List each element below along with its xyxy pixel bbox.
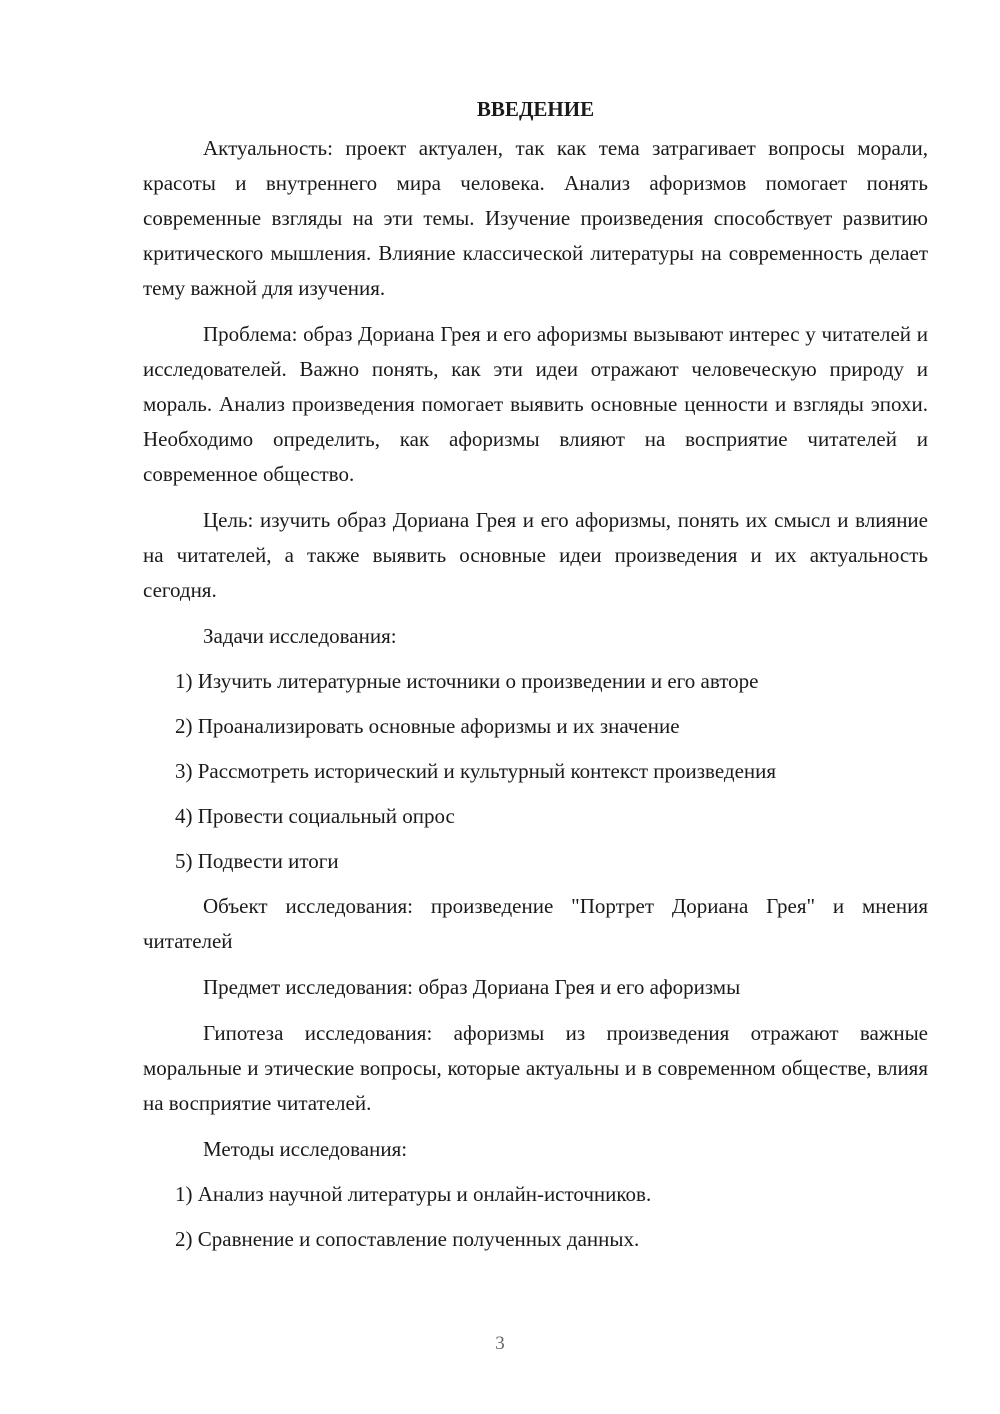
tasks-list [143,664,928,879]
list-item: 5) Подвести итоги [175,849,339,873]
paragraph-hypothesis: Гипотеза исследования: афоризмы из произведения отражают важные моральные и этические вопросы, которые актуальны и в современном обществе, влияя на восприятие читателей. [143,1021,928,1115]
list-item: 2) Сравнение и сопоставление полученных данных. [175,1227,640,1251]
list-item: 3) Рассмотреть исторический и культурный контекст произведения [175,759,777,783]
document-page [143,92,928,1267]
methods-heading: Методы исследования: [203,1137,408,1161]
paragraph-problem: Проблема: образ Дориана Грея и его афоризмы вызывают интерес у читателей и исследователей. Важно понять, как эти идеи отражают человеческую природу и мораль. Анализ произведения помогает выявить основные ценности и взгляды эпохи. Необходимо определить, как афоризмы влияют на восприятие читателей и современное общество. [143,322,928,486]
tasks-heading: Задачи исследования: [203,624,397,648]
paragraph-subject: Предмет исследования: образ Дориана Грея и его афоризмы [203,975,741,999]
paragraph-goal: Цель: изучить образ Дориана Грея и его афоризмы, понять их смысл и влияние на читателей, а также выявить основные идеи произведения и их актуальность сегодня. [143,508,928,602]
page-number: 3 [495,1333,505,1354]
paragraph-relevance: Актуальность: проект актуален, так как тема затрагивает вопросы морали, красоты и внутреннего мира человека. Анализ афоризмов помогает понять современные взгляды на эти темы. Изучение произведения способствует развитию критического мышления. Влияние классической литературы на современность делает тему важной для изучения. [143,136,928,300]
methods-list [143,1177,928,1257]
list-item: 1) Изучить литературные источники о произведении и его авторе [175,669,759,693]
list-item: 2) Проанализировать основные афоризмы и их значение [175,714,680,738]
section-title: ВВЕДЕНИЕ [476,97,595,121]
list-item: 1) Анализ научной литературы и онлайн-источников. [175,1182,652,1206]
paragraph-object: Объект исследования: произведение "Портрет Дориана Грея" и мнения читателей [143,894,928,953]
list-item: 4) Провести социальный опрос [175,804,455,828]
